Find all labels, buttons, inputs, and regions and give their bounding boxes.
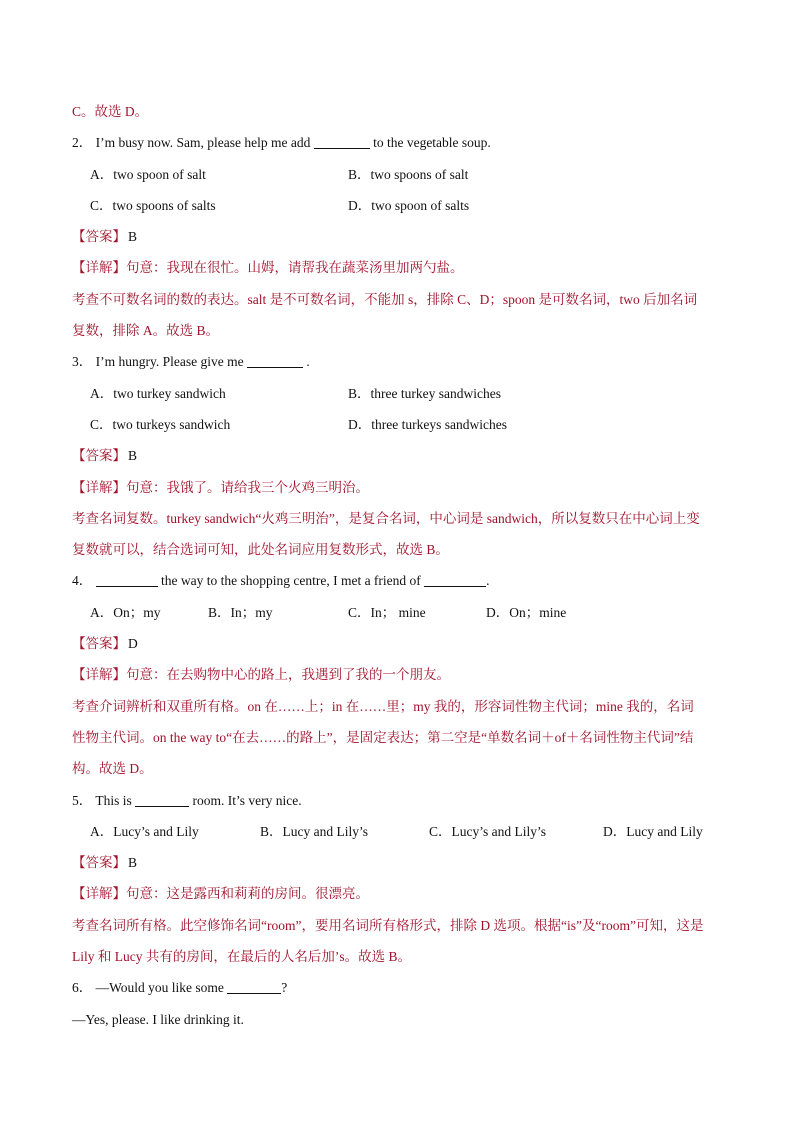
detail-line (72, 878, 732, 909)
question-stem-end: . (306, 354, 310, 370)
option-a: A．two spoon of salt (90, 166, 206, 182)
dialogue-line (72, 1004, 732, 1035)
answer-blank (314, 134, 370, 149)
explanation-line (72, 691, 732, 722)
detail-label: 【详解】 (72, 260, 126, 276)
option-b: B．Lucy and Lily’s (260, 823, 368, 839)
detail-text: 句意：这是露西和莉莉的房间。很漂亮。 (126, 886, 369, 902)
detail-label: 【详解】 (72, 667, 126, 683)
question-stem-end: . (486, 573, 490, 589)
question-stem: I’m hungry. Please give me (95, 354, 244, 370)
answer-value: B (128, 448, 138, 464)
question-number: 4． (72, 573, 93, 589)
explanation-line (72, 503, 732, 534)
answer-line (72, 440, 732, 471)
options-row (72, 159, 732, 190)
explanation-line (72, 910, 732, 941)
options-row (72, 378, 732, 409)
explanation-line (72, 315, 732, 346)
detail-line (72, 252, 732, 283)
explanation-text: 复数，排除 A。故选 B。 (72, 323, 220, 339)
answer-label: 【答案】 (72, 229, 126, 245)
explanation-line (72, 284, 732, 315)
answer-blank (135, 792, 189, 807)
detail-text: 句意：我饿了。请给我三个火鸡三明治。 (126, 479, 369, 495)
option-c: C．Lucy’s and Lily’s (429, 823, 546, 839)
explanation-line (72, 753, 732, 784)
option-d: D．three turkeys sandwiches (348, 416, 507, 432)
option-b: B．three turkey sandwiches (348, 385, 501, 401)
answer-value: B (128, 855, 138, 871)
question-2 (72, 127, 732, 158)
option-d: D．Lucy and Lily (603, 823, 703, 839)
question-stem: This is (95, 792, 132, 808)
question-number: 6． (72, 980, 93, 996)
question-stem: the way to the shopping centre, I met a friend of (161, 573, 421, 589)
question-stem: I’m busy now. Sam, please help me add (95, 135, 311, 151)
explanation-text: 考查名词所有格。此空修饰名词“room”，要用名词所有格形式，排除 D 选项。根据“is”及“room”可知，这是 (72, 917, 704, 933)
detail-text: 句意：在去购物中心的路上，我遇到了我的一个朋友。 (126, 667, 450, 683)
explanation-text: 性物主代词。on the way to“在去……的路上”，是固定表达；第二空是“单数名词＋of＋名词性物主代词”结 (72, 729, 694, 745)
question-3 (72, 346, 732, 377)
option-c: C．In； mine (348, 604, 426, 620)
answer-line (72, 628, 732, 659)
option-d: D．two spoon of salts (348, 197, 470, 213)
explanation-text: C。故选 D。 (72, 104, 149, 119)
question-number: 5． (72, 792, 93, 808)
option-c: C．two spoons of salts (90, 197, 216, 213)
question-stem-end: room. It’s very nice. (192, 792, 302, 808)
detail-label: 【详解】 (72, 479, 126, 495)
detail-text: 句意：我现在很忙。山姆，请帮我在蔬菜汤里加两勺盐。 (126, 260, 464, 276)
question-stem-end: ? (281, 980, 288, 996)
question-number: 3． (72, 354, 93, 370)
detail-label: 【详解】 (72, 886, 126, 902)
answer-blank (247, 353, 303, 368)
answer-label: 【答案】 (72, 636, 126, 652)
option-c: C．two turkeys sandwich (90, 416, 231, 432)
options-row (72, 409, 732, 440)
dialogue-text: —Yes, please. I like drinking it. (72, 1011, 244, 1027)
option-a: A．Lucy’s and Lily (90, 823, 199, 839)
explanation-text: 考查不可数名词的数的表达。salt 是不可数名词，不能加 s，排除 C、D；spoon 是可数名词，two 后加名词 (72, 291, 698, 307)
answer-value: B (128, 229, 138, 245)
answer-blank (96, 572, 158, 587)
question-stem: —Would you like some (95, 980, 224, 996)
question-6 (72, 972, 732, 1003)
option-a: A．two turkey sandwich (90, 385, 226, 401)
question-number: 2． (72, 135, 93, 151)
options-row (72, 816, 732, 847)
answer-blank (424, 572, 486, 587)
answer-label: 【答案】 (72, 855, 126, 871)
option-d: D．On；mine (486, 604, 567, 620)
answer-blank (227, 979, 281, 994)
explanation-text: 构。故选 D。 (72, 761, 153, 777)
option-a: A．On；my (90, 604, 161, 620)
explanation-text: 考查介词辨析和双重所有格。on 在……上；in 在……里；my 我的，形容词性物主代词；mine 我的，名词 (72, 698, 694, 714)
answer-label: 【答案】 (72, 448, 126, 464)
option-b: B．In；my (208, 604, 273, 620)
question-4 (72, 565, 732, 596)
options-row (72, 597, 732, 628)
explanation-text: 考查名词复数。turkey sandwich“火鸡三明治”，是复合名词，中心词是 sandwich，所以复数只在中心词上变 (72, 510, 700, 526)
explanation-text: 复数就可以，结合选词可知，此处名词应用复数形式，故选 B。 (72, 542, 449, 558)
detail-line (72, 659, 732, 690)
options-row (72, 190, 732, 221)
explanation-line (72, 941, 732, 972)
answer-value: D (128, 636, 138, 652)
document-page (72, 96, 732, 1035)
question-5 (72, 785, 732, 816)
answer-line (72, 847, 732, 878)
option-b: B．two spoons of salt (348, 166, 469, 182)
answer-line (72, 221, 732, 252)
explanation-line (72, 534, 732, 565)
question-stem-end: to the vegetable soup. (373, 135, 491, 151)
explanation-line (72, 96, 732, 127)
explanation-line (72, 722, 732, 753)
detail-line (72, 472, 732, 503)
explanation-text: Lily 和 Lucy 共有的房间，在最后的人名后加’s。故选 B。 (72, 949, 411, 965)
